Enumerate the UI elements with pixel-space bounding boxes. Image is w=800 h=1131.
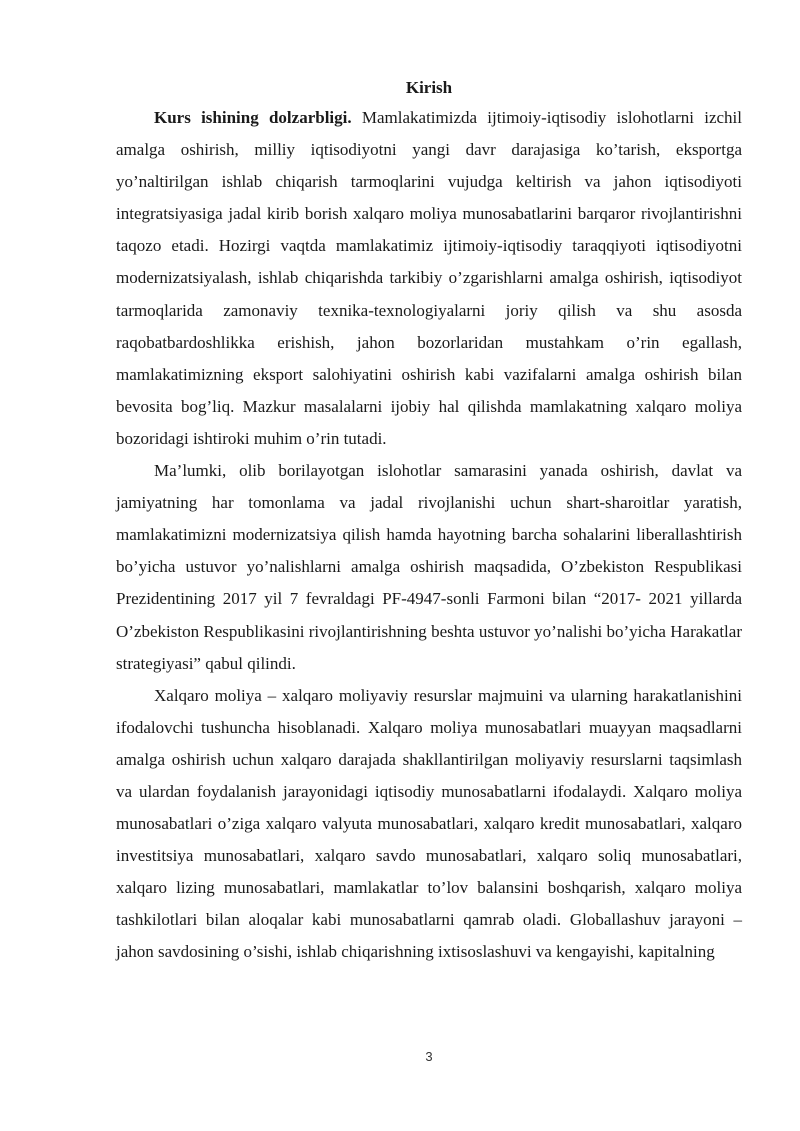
page-number: 3 [425,1049,433,1064]
paragraph-text: Mamlakatimizda ijtimoiy-iqtisodiy islohotlarni izchil amalga oshirish, milliy iqtisodiyotni yangi davr darajasiga ko’tarish, eksportga yo’naltirilgan ishlab chiqarish tarmoqlarini vujudga keltirish va jahon iqtisodiyoti integratsiyasiga jadal kirib borish xalqaro moliya munosabatlarini barqaror rivojlantirishni taqozo etadi. Hozirgi vaqtda mamlakatimiz ijtimoiy-iqtisodiy taraqqiyoti iqtisodiyotni modernizatsiyalash, ishlab chiqarishda tarkibiy o’zgarishlarni amalga oshirish, iqtisodiyot tarmoqlarida zamonaviy texnika-texnologiyalarni joriy qilish va shu asosda raqobatbardoshlikka erishish, jahon bozorlaridan mustahkam o’rin egallash, mamlakatimizning eksport salohiyatini oshirish kabi vazifalarni amalga oshirish bilan bevosita bog’liq. Mazkur masalalarni ijobiy hal qilishda mamlakatning xalqaro moliya bozoridagi ishtiroki muhim o’rin tutadi. [116,108,742,448]
paragraph-relevance [116,102,742,455]
paragraph-reforms: Ma’lumki, olib borilayotgan islohotlar samarasini yanada oshirish, davlat va jamiyatning har tomonlama va jadal rivojlanishi uchun shart-sharoitlar yaratish, mamlakatimizni modernizatsiya qilish hamda hayotning barcha sohalarini liberallashtirish bo’yicha ustuvor yo’nalishlarni amalga oshirish maqsadida, O’zbekiston Respublikasi Prezidentining 2017 yil 7 fevraldagi PF-4947-sonli Farmoni bilan “2017- 2021 yillarda O’zbekiston Respublikasini rivojlantirishning beshta ustuvor yo’nalishi bo’yicha Harakatlar strategiyasi” qabul qilindi. [116,461,742,673]
section-heading: Kirish [405,78,453,97]
paragraph-international-finance: Xalqaro moliya – xalqaro moliyaviy resurslar majmuini va ularning harakatlanishini ifodalovchi tushuncha hisoblanadi. Xalqaro moliya munosabatlari muayyan maqsadlarni amalga oshirish uchun xalqaro darajada shakllantirilgan moliyaviy resurslarni taqsimlash va ulardan foydalanish jarayonidagi iqtisodiy munosabatlarni ifodalaydi. Xalqaro moliya munosabatlari o’ziga xalqaro valyuta munosabatlari, xalqaro kredit munosabatlari, xalqaro investitsiya munosabatlari, xalqaro savdo munosabatlari, xalqaro soliq munosabatlari, xalqaro lizing munosabatlari, mamlakatlar to’lov balansini boshqarish, xalqaro moliya tashkilotlari bilan aloqalar kabi munosabatlarni qamrab oladi. Globallashuv jarayoni – jahon savdosining o’sishi, ishlab chiqarishning ixtisoslashuvi va kengayishi, kapitalning [116,685,742,962]
body-text [116,102,742,969]
paragraph-lead: Kurs ishining dolzarbligi. [154,108,352,127]
